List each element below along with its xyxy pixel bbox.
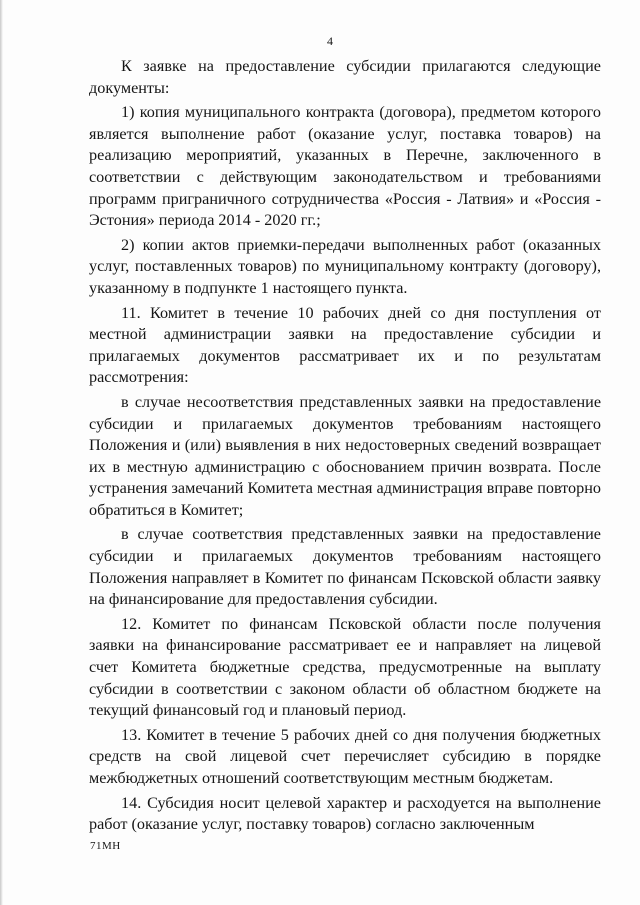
- page-number: 4: [327, 34, 333, 48]
- paragraph-clause-14: 14. Субсидия носит целевой характер и расходуется на выполнение работ (оказание услуг, поставку товаров) согласно заключенным: [89, 793, 601, 834]
- paragraph-case-mismatch: в случае несоответствия представленных заявки на предоставление субсидии и прилагаемых документов требованиям настоящего Положения и (или) выявления в них недостоверных сведений возвращает их в местную администрацию с обоснованием причин возврата. После устранения замечаний Комитета местная администрация вправе повторно обратиться в Комитет;: [89, 392, 601, 519]
- scan-edge: [0, 0, 3, 905]
- paragraph-clause-12: 12. Комитет по финансам Псковской области после получения заявки на финансирование рассматривает ее и направляет на лицевой счет Комитета бюджетные средства, предусмотренные на выплату субсидии в соответствии с законом области об областном бюджете на текущий финансовый год и плановый период.: [89, 614, 601, 720]
- document-body: [89, 56, 601, 836]
- paragraph-case-match: в случае соответствия представленных заявки на предоставление субсидии и прилагаемых документов требованиям настоящего Положения направляет в Комитет по финансам Псковской области заявку на финансирование для предоставления субсидии.: [89, 525, 601, 609]
- paragraph-item-1: 1) копия муниципального контракта (договора), предметом которого является выполнение работ (оказание услуг, поставка товаров) на реализацию мероприятий, указанных в Перечне, заключенного в соответствии с действующим законодательством и требованиями программ приграничного сотрудничества «Россия - Латвия» и «Россия - Эстония» периода 2014 - 2020 гг.;: [89, 103, 601, 230]
- paragraph-clause-11: 11. Комитет в течение 10 рабочих дней со дня поступления от местной администрации заявки на предоставление субсидии и прилагаемых документов рассматривает их и по результатам рассмотрения:: [89, 303, 601, 387]
- paragraph-intro: К заявке на предоставление субсидии прилагаются следующие документы:: [89, 57, 601, 97]
- footer-code: 71МН: [90, 840, 121, 852]
- paragraph-clause-13: 13. Комитет в течение 5 рабочих дней со дня получения бюджетных средств на свой лицевой счет перечисляет субсидию в порядке межбюджетных отношений соответствующим местным бюджетам.: [89, 725, 601, 787]
- paragraph-item-2: 2) копии актов приемки-передачи выполненных работ (оказанных услуг, поставленных товаров) по муниципальному контракту (договору), указанному в подпункте 1 настоящего пункта.: [89, 235, 601, 297]
